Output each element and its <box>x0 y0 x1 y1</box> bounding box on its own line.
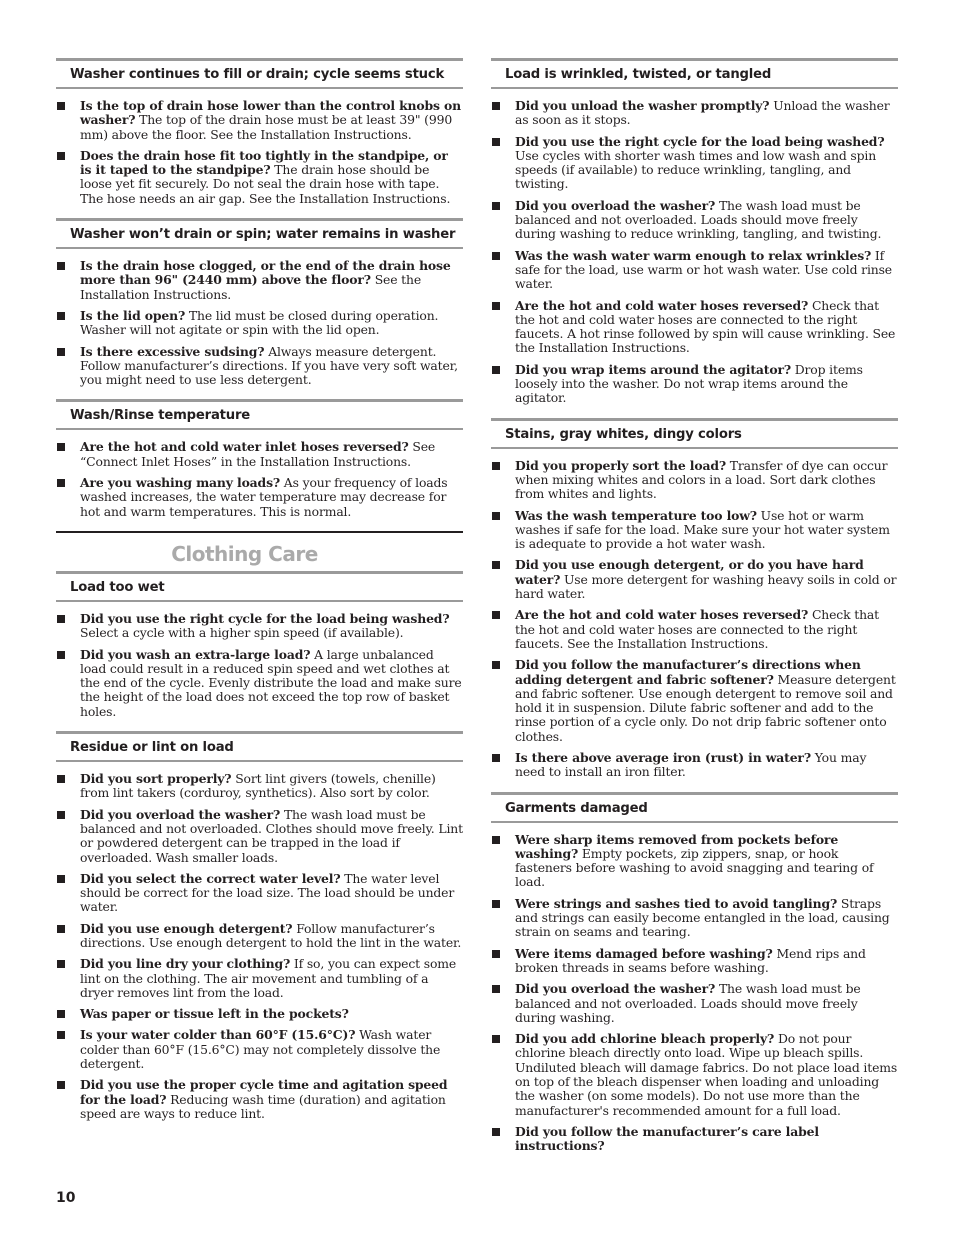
square-bullet-icon <box>57 102 65 110</box>
clothing-care-sections <box>56 574 463 1121</box>
troubleshooting-item <box>56 648 463 719</box>
square-bullet-icon <box>492 366 500 374</box>
square-bullet-icon <box>492 1128 500 1136</box>
troubleshooting-item <box>56 612 463 641</box>
troubleshooting-item <box>56 957 463 1000</box>
item-question: Did you line dry your clothing? <box>80 956 291 972</box>
square-bullet-icon <box>492 138 500 146</box>
item-question: Are you washing many loads? <box>80 475 281 491</box>
item-question: Did you overload the washer? <box>80 806 281 822</box>
item-answer: Do not pour chlorine bleach directly onto load. Wipe up bleach spills. Undiluted bleach will damage fabrics. Do not place load items on top of the bleach dispenser when loading and unloading the washer (on some models). Do not use more than the manufacturer's recommended amount for a full load. <box>515 1031 898 1118</box>
troubleshooting-item <box>491 199 898 242</box>
square-bullet-icon <box>57 1010 65 1018</box>
clothing-care-sections-continued <box>491 58 898 1154</box>
square-bullet-icon <box>57 615 65 623</box>
item-question: Did you use the right cycle for the load being washed? <box>80 610 450 626</box>
troubleshooting-item <box>491 249 898 292</box>
section-heading: Load is wrinkled, twisted, or tangled <box>491 58 898 89</box>
item-answer: The wash load must be balanced and not overloaded. Loads should move freely during washing to reduce wrinkling, tangling, and twisting. <box>515 197 882 242</box>
item-question: Did you use the right cycle for the load being washed? <box>515 133 885 149</box>
item-answer: See the Installation Instructions. <box>80 272 422 302</box>
item-answer: The wash load must be balanced and not overloaded. Loads should move freely during washing. <box>515 981 861 1025</box>
item-answer: Drop items loosely into the washer. Do not wrap items around the agitator. <box>515 361 863 406</box>
item-question: Did you follow the manufacturer’s care label instructions? <box>515 1123 819 1154</box>
troubleshooting-item <box>56 440 463 469</box>
troubleshooting-item <box>56 476 463 519</box>
item-answer: Use more detergent for washing heavy soils in cold or hard water. <box>515 571 897 602</box>
troubleshooting-item <box>491 363 898 406</box>
square-bullet-icon <box>57 925 65 933</box>
square-bullet-icon <box>492 512 500 520</box>
item-question: Is the drain hose clogged, or the end of the drain hose more than 96" (2440 mm) above the floor? <box>80 258 451 288</box>
troubleshooting-item <box>56 808 463 865</box>
square-bullet-icon <box>492 661 500 669</box>
troubleshooting-item <box>56 1078 463 1121</box>
item-question: Did you add chlorine bleach properly? <box>515 1031 775 1047</box>
item-question: Were sharp items removed from pockets before washing? <box>515 831 839 861</box>
item-answer: As your frequency of loads washed increases, the water temperature may decrease for hot and warm temperatures. This is normal. <box>80 475 448 519</box>
section-heading: Wash/Rinse temperature <box>56 399 463 430</box>
item-question: Did you follow the manufacturer’s directions when adding detergent and fabric softener? <box>515 657 861 687</box>
section-heading: Load too wet <box>56 574 463 602</box>
troubleshooting-item <box>56 99 463 142</box>
square-bullet-icon <box>57 479 65 487</box>
left-column <box>56 58 463 1128</box>
section-heading: Washer continues to fill or drain; cycle seems stuck <box>56 58 463 89</box>
troubleshooting-item <box>491 751 898 780</box>
section-heading: Stains, gray whites, dingy colors <box>491 418 898 449</box>
item-answer: If so, you can expect some lint on the clothing. The air movement and tumbling of a dryer removes lint from the load. <box>80 956 457 1000</box>
troubleshooting-item <box>56 772 463 801</box>
square-bullet-icon <box>57 348 65 356</box>
item-question: Are the hot and cold water inlet hoses reversed? <box>80 439 409 455</box>
square-bullet-icon <box>492 302 500 310</box>
item-question: Did you unload the washer promptly? <box>515 98 770 113</box>
item-answer: The top of the drain hose must be at least 39" (990 mm) above the floor. See the Installation Instructions. <box>80 112 453 142</box>
troubleshooting-sections <box>56 58 463 519</box>
item-answer: Check that the hot and cold water hoses are connected to the right faucets. A hot rinse followed by spin will cause wrinkling. See the Installation Instructions. <box>515 297 896 356</box>
troubleshooting-item <box>491 99 898 128</box>
troubleshooting-item <box>491 897 898 940</box>
item-answer: Always measure detergent. Follow manufacturer’s directions. If you have very soft water, you might need to use less detergent. <box>80 343 458 388</box>
troubleshooting-item <box>491 608 898 651</box>
item-answer: The lid must be closed during operation. Washer will not agitate or spin with the lid open. <box>80 307 439 338</box>
square-bullet-icon <box>57 1031 65 1039</box>
square-bullet-icon <box>492 611 500 619</box>
square-bullet-icon <box>57 811 65 819</box>
square-bullet-icon <box>492 462 500 470</box>
square-bullet-icon <box>57 152 65 160</box>
item-answer: The wash load must be balanced and not overloaded. Clothes should move freely. Lint or powdered detergent can be trapped in the load if overloaded. Wash smaller loads. <box>80 806 463 865</box>
square-bullet-icon <box>57 875 65 883</box>
item-question: Did you wrap items around the agitator? <box>515 361 791 377</box>
troubleshooting-item <box>56 259 463 302</box>
item-answer: Reducing wash time (duration) and agitation speed are ways to reduce lint. <box>80 1091 446 1121</box>
troubleshooting-item <box>56 1007 463 1021</box>
square-bullet-icon <box>57 262 65 270</box>
troubleshooting-item <box>491 982 898 1025</box>
square-bullet-icon <box>57 1081 65 1089</box>
section-heading: Washer won’t drain or spin; water remains in washer <box>56 218 463 249</box>
troubleshooting-item <box>56 345 463 388</box>
troubleshooting-item <box>56 149 463 206</box>
chapter-heading <box>56 531 463 574</box>
troubleshooting-item <box>56 922 463 951</box>
item-answer: Mend rips and broken threads in seams before washing. <box>515 945 866 975</box>
item-answer: If safe for the load, use warm or hot wash water. Use cold rinse water. <box>515 247 892 292</box>
item-question: Are the hot and cold water hoses reversed? <box>515 607 809 623</box>
troubleshooting-item <box>491 299 898 356</box>
troubleshooting-item <box>491 1125 898 1154</box>
item-question: Did you select the correct water level? <box>80 870 341 886</box>
item-answer: A large unbalanced load could result in a reduced spin speed and wet clothes at the end of the cycle. Evenly distribute the load and make sure the height of the load does not exceed the top row of basket holes. <box>80 646 462 719</box>
square-bullet-icon <box>492 950 500 958</box>
item-answer: Straps and strings can easily become entangled in the load, causing strain on seams and tearing. <box>515 895 890 940</box>
item-answer: Unload the washer as soon as it stops. <box>515 98 890 128</box>
item-question: Were items damaged before washing? <box>515 945 773 961</box>
item-question: Did you overload the washer? <box>515 197 716 213</box>
square-bullet-icon <box>57 775 65 783</box>
troubleshooting-item <box>56 309 463 338</box>
troubleshooting-item <box>491 459 898 502</box>
square-bullet-icon <box>492 202 500 210</box>
troubleshooting-item <box>491 833 898 890</box>
page-number: 10 <box>56 1190 76 1206</box>
square-bullet-icon <box>492 836 500 844</box>
item-question: Did you wash an extra-large load? <box>80 646 311 662</box>
troubleshooting-item <box>491 947 898 976</box>
square-bullet-icon <box>492 1035 500 1043</box>
item-answer: You may need to install an iron filter. <box>515 749 867 780</box>
item-answer: Select a cycle with a higher spin speed (if available). <box>80 625 404 641</box>
item-question: Are the hot and cold water hoses reversed? <box>515 297 809 313</box>
section-heading: Residue or lint on load <box>56 731 463 762</box>
item-answer: The water level should be correct for the load size. The load should be under water. <box>80 870 455 915</box>
troubleshooting-item <box>491 558 898 601</box>
troubleshooting-item <box>491 509 898 552</box>
item-question: Is there above average iron (rust) in water? <box>515 749 811 765</box>
square-bullet-icon <box>492 754 500 762</box>
item-answer: Measure detergent and fabric softener. Use enough detergent to remove soil and hold it in suspension. Dilute fabric softener and add to the rinse portion of a cycle only. Do not drip fabric softener onto clothes. <box>515 671 896 744</box>
item-question: Was paper or tissue left in the pockets? <box>80 1006 349 1022</box>
item-answer: See “Connect Inlet Hoses” in the Installation Instructions. <box>80 439 436 469</box>
item-question: Did you sort properly? <box>80 771 232 787</box>
item-question: Did you use the proper cycle time and agitation speed for the load? <box>80 1077 448 1107</box>
troubleshooting-item <box>56 1028 463 1071</box>
square-bullet-icon <box>492 985 500 993</box>
item-answer: The drain hose should be loose yet fit securely. Do not seal the drain hose with tape. The hose needs an air gap. See the Installation Instructions. <box>80 162 451 206</box>
troubleshooting-item <box>56 872 463 915</box>
chapter-title: Clothing Care <box>171 541 318 566</box>
item-answer: Transfer of dye can occur when mixing whites and colors in a load. Sort dark clothes from whites and lights. <box>515 457 888 502</box>
item-answer: Empty pockets, zip zippers, snap, or hook fasteners before washing to avoid snagging and tearing of load. <box>515 845 874 890</box>
item-question: Was the wash water warm enough to relax wrinkles? <box>515 247 872 263</box>
item-question: Did you use enough detergent? <box>80 920 293 936</box>
item-question: Did you properly sort the load? <box>515 457 726 473</box>
troubleshooting-item <box>491 1032 898 1118</box>
square-bullet-icon <box>492 102 500 110</box>
square-bullet-icon <box>57 651 65 659</box>
item-question: Is the top of drain hose lower than the control knobs on washer? <box>80 98 461 128</box>
troubleshooting-item <box>491 135 898 192</box>
square-bullet-icon <box>492 252 500 260</box>
troubleshooting-item <box>491 658 898 744</box>
item-answer: Use hot or warm washes if safe for the load. Make sure your hot water system is adequate to provide a hot water wash. <box>515 507 890 552</box>
item-answer: Check that the hot and cold water hoses are connected to the right faucets. See the Installation Instructions. <box>515 607 879 651</box>
item-answer: Sort lint givers (towels, chenille) from lint takers (corduroy, synthetics). Also sort by color. <box>80 771 436 801</box>
square-bullet-icon <box>492 561 500 569</box>
item-question: Is your water colder than 60°F (15.6°C)? <box>80 1027 356 1043</box>
item-question: Was the wash temperature too low? <box>515 507 757 523</box>
item-answer: Follow manufacturer’s directions. Use enough detergent to hold the lint in the water. <box>80 920 462 950</box>
item-question: Is there excessive sudsing? <box>80 343 265 359</box>
item-question: Does the drain hose fit too tightly in the standpipe, or is it taped to the standpipe? <box>80 147 448 178</box>
item-question: Did you overload the washer? <box>515 981 716 997</box>
right-column <box>491 58 898 1161</box>
item-answer: Wash water colder than 60°F (15.6°C) may not completely dissolve the detergent. <box>80 1027 441 1072</box>
item-question: Were strings and sashes tied to avoid tangling? <box>515 895 838 911</box>
item-answer: Use cycles with shorter wash times and low wash and spin speeds (if available) to reduce wrinkling, tangling, and twisting. <box>515 147 877 192</box>
square-bullet-icon <box>57 312 65 320</box>
square-bullet-icon <box>492 900 500 908</box>
section-heading: Garments damaged <box>491 792 898 823</box>
item-question: Is the lid open? <box>80 307 186 323</box>
item-question: Did you use enough detergent, or do you have hard water? <box>515 557 864 587</box>
square-bullet-icon <box>57 443 65 451</box>
square-bullet-icon <box>57 960 65 968</box>
